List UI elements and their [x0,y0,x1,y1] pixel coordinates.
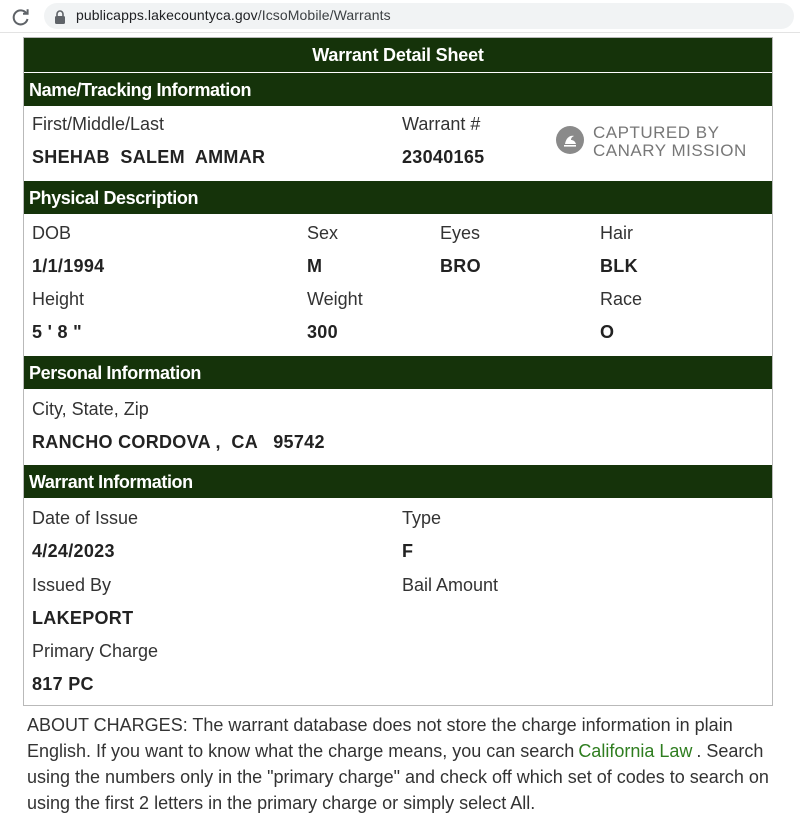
primary-charge-label: Primary Charge [32,641,159,661]
sex-value: M [307,256,323,276]
about-charges-part1: ABOUT CHARGES: The warrant database does not store the charge information in plain English. If you want to know what the charge means, you can search [27,715,733,761]
issued-by-value: LAKEPORT [32,608,134,628]
watermark-line1: CAPTURED BY [593,123,720,142]
sex-label: Sex [307,223,339,243]
date-of-issue-value: 4/24/2023 [32,541,115,561]
browser-address-bar [0,0,800,33]
primary-charge-value: 817 PC [32,674,94,694]
warrant-number-value: 23040165 [402,147,485,167]
warrant-number-label: Warrant # [402,114,481,134]
name-label: First/Middle/Last [32,114,165,134]
type-value: F [402,541,414,561]
url-path: /IcsoMobile/Warrants [257,7,391,23]
type-label: Type [402,508,442,528]
weight-label: Weight [307,289,363,309]
section-personal [24,389,772,464]
section-warrant [24,498,772,705]
height-label: Height [32,289,85,309]
about-charges-text [27,712,787,816]
section-header-personal: Personal Information [24,355,772,389]
lock-icon[interactable] [52,9,68,25]
dob-value: 1/1/1994 [32,256,105,276]
issued-by-label: Issued By [32,575,112,595]
dob-label: DOB [32,223,72,243]
url-text[interactable] [76,7,391,23]
canary-bird-icon [556,126,584,154]
height-value: 5 ' 8 " [32,322,82,342]
sheet-title: Warrant Detail Sheet [24,38,772,72]
about-charges-part2: . Search using the numbers only in the "primary charge" and check off which set of codes to search on using the first 2 letters in the primary charge or simply select All. [27,741,769,813]
bail-amount-label: Bail Amount [402,575,499,595]
city-state-zip-value: RANCHO CORDOVA , CA 95742 [32,432,325,452]
reload-icon[interactable] [10,6,32,28]
eyes-value: BRO [440,256,481,276]
race-value: O [600,322,615,342]
section-name-tracking [24,106,772,180]
date-of-issue-label: Date of Issue [32,508,139,528]
city-state-zip-label: City, State, Zip [32,399,149,419]
canary-mission-watermark [556,124,756,164]
eyes-label: Eyes [440,223,481,243]
hair-value: BLK [600,256,638,276]
watermark-text [593,124,747,160]
section-header-physical: Physical Description [24,180,772,214]
california-law-link[interactable]: California Law [578,741,693,761]
section-header-name-tracking: Name/Tracking Information [24,72,772,106]
name-value: SHEHAB SALEM AMMAR [32,147,266,167]
section-physical [24,214,772,355]
race-label: Race [600,289,643,309]
hair-label: Hair [600,223,634,243]
url-host: publicapps.lakecountyca.gov [76,7,258,23]
weight-value: 300 [307,322,338,342]
section-header-warrant: Warrant Information [24,464,772,498]
watermark-line2: CANARY MISSION [593,141,747,160]
warrant-detail-sheet [23,37,773,706]
